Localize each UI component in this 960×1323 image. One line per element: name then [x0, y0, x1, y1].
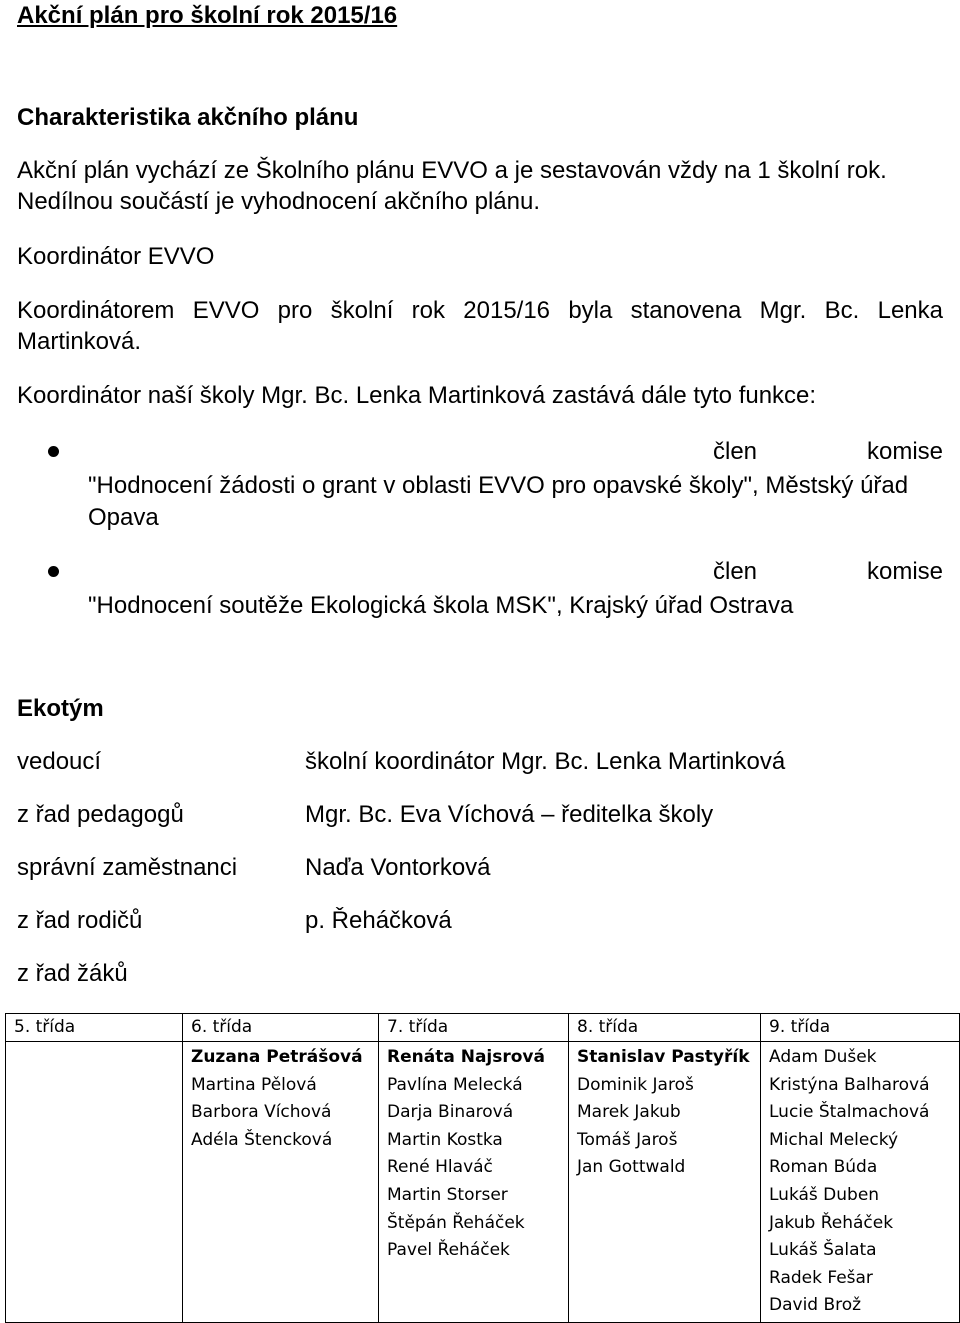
bullet-dot: [48, 566, 59, 577]
student-name: Michal Melecký: [769, 1129, 899, 1150]
table-row: [6, 1042, 960, 1323]
bullet-dot: [48, 446, 59, 457]
student-name: Lucie Štalmachová: [769, 1102, 930, 1123]
student-name: Zuzana Petrášová: [191, 1047, 363, 1067]
column-header: 9. třída: [761, 1014, 960, 1042]
student-name: Martin Storser: [387, 1184, 508, 1205]
student-name: Adéla Štencková: [191, 1129, 333, 1150]
ekotym-value-teachers: Mgr. Bc. Eva Víchová – ředitelka školy: [305, 801, 714, 828]
ekotym-label-staff: správní zaměstnanci: [17, 854, 238, 881]
ekotym-heading: Ekotým: [17, 695, 104, 722]
characteristics-text-line1: Akční plán vychází ze Školního plánu EVVO a je sestavován vždy na 1 školní rok.: [17, 157, 887, 184]
characteristics-heading: Charakteristika akčního plánu: [17, 104, 359, 131]
ekotym-value-parents: p. Řeháčková: [305, 907, 452, 934]
table-header-row: [6, 1014, 960, 1042]
students-table: [5, 1013, 960, 1323]
coordinator-text-line2: Martinková.: [17, 328, 142, 355]
student-name: Marek Jakub: [577, 1102, 681, 1123]
coordinator-heading: Koordinátor EVVO: [17, 243, 215, 270]
student-name: Darja Binarová: [387, 1102, 514, 1123]
function-1-line3: Opava: [88, 504, 159, 531]
student-name: Štěpán Řeháček: [387, 1212, 525, 1233]
student-name: Lukáš Duben: [769, 1184, 880, 1205]
student-name: David Brož: [769, 1295, 862, 1316]
characteristics-text-line2: Nedílnou součástí je vyhodnocení akčního plánu.: [17, 188, 541, 215]
function-1-line1: člen komise: [713, 438, 943, 465]
student-name: Adam Dušek: [769, 1047, 877, 1067]
student-name: Pavlína Melecká: [387, 1074, 523, 1095]
student-name: René Hlaváč: [387, 1157, 493, 1178]
student-name: Radek Fešar: [769, 1267, 873, 1288]
student-name: Barbora Víchová: [191, 1102, 332, 1123]
ekotym-label-leader: vedoucí: [17, 748, 102, 775]
column-header: 5. třída: [6, 1014, 183, 1042]
column-header: 7. třída: [379, 1014, 569, 1042]
class-cell: [183, 1042, 379, 1323]
ekotym-label-students: z řad žáků: [17, 960, 128, 987]
ekotym-label-parents: z řad rodičů: [17, 907, 143, 934]
student-name: Jan Gottwald: [577, 1157, 686, 1178]
student-name: Martin Kostka: [387, 1129, 503, 1150]
class-cell: [6, 1042, 183, 1323]
student-name: Pavel Řeháček: [387, 1240, 510, 1261]
student-name: Kristýna Balharová: [769, 1074, 930, 1095]
student-name: Renáta Najsrová: [387, 1047, 545, 1067]
ekotym-value-leader: školní koordinátor Mgr. Bc. Lenka Martinková: [305, 748, 786, 775]
student-name: Stanislav Pastyřík: [577, 1047, 750, 1067]
student-name: Dominik Jaroš: [577, 1074, 694, 1095]
student-name: Jakub Řeháček: [769, 1212, 894, 1233]
coordinator-text-line1: Koordinátorem EVVO pro školní rok 2015/16 byla stanovena Mgr. Bc. Lenka: [17, 297, 943, 324]
student-name: Tomáš Jaroš: [577, 1129, 678, 1150]
ekotym-value-staff: Naďa Vontorková: [305, 854, 491, 881]
function-1-line2: "Hodnocení žádosti o grant v oblasti EVVO pro opavské školy", Městský úřad: [88, 472, 909, 499]
student-name: Lukáš Šalata: [769, 1240, 877, 1261]
student-name: Martina Pělová: [191, 1074, 317, 1095]
document-title: Akční plán pro školní rok 2015/16: [17, 2, 398, 29]
column-header: 8. třída: [569, 1014, 761, 1042]
class-cell: [379, 1042, 569, 1323]
ekotym-label-teachers: z řad pedagogů: [17, 801, 184, 828]
column-header: 6. třída: [183, 1014, 379, 1042]
class-cell: [761, 1042, 960, 1323]
function-2-line2: "Hodnocení soutěže Ekologická škola MSK", Krajský úřad Ostrava: [88, 592, 794, 619]
student-name: Roman Búda: [769, 1157, 878, 1178]
function-2-line1: člen komise: [713, 558, 943, 585]
class-cell: [569, 1042, 761, 1323]
coordinator-functions-intro: Koordinátor naší školy Mgr. Bc. Lenka Martinková zastává dále tyto funkce:: [17, 382, 817, 409]
